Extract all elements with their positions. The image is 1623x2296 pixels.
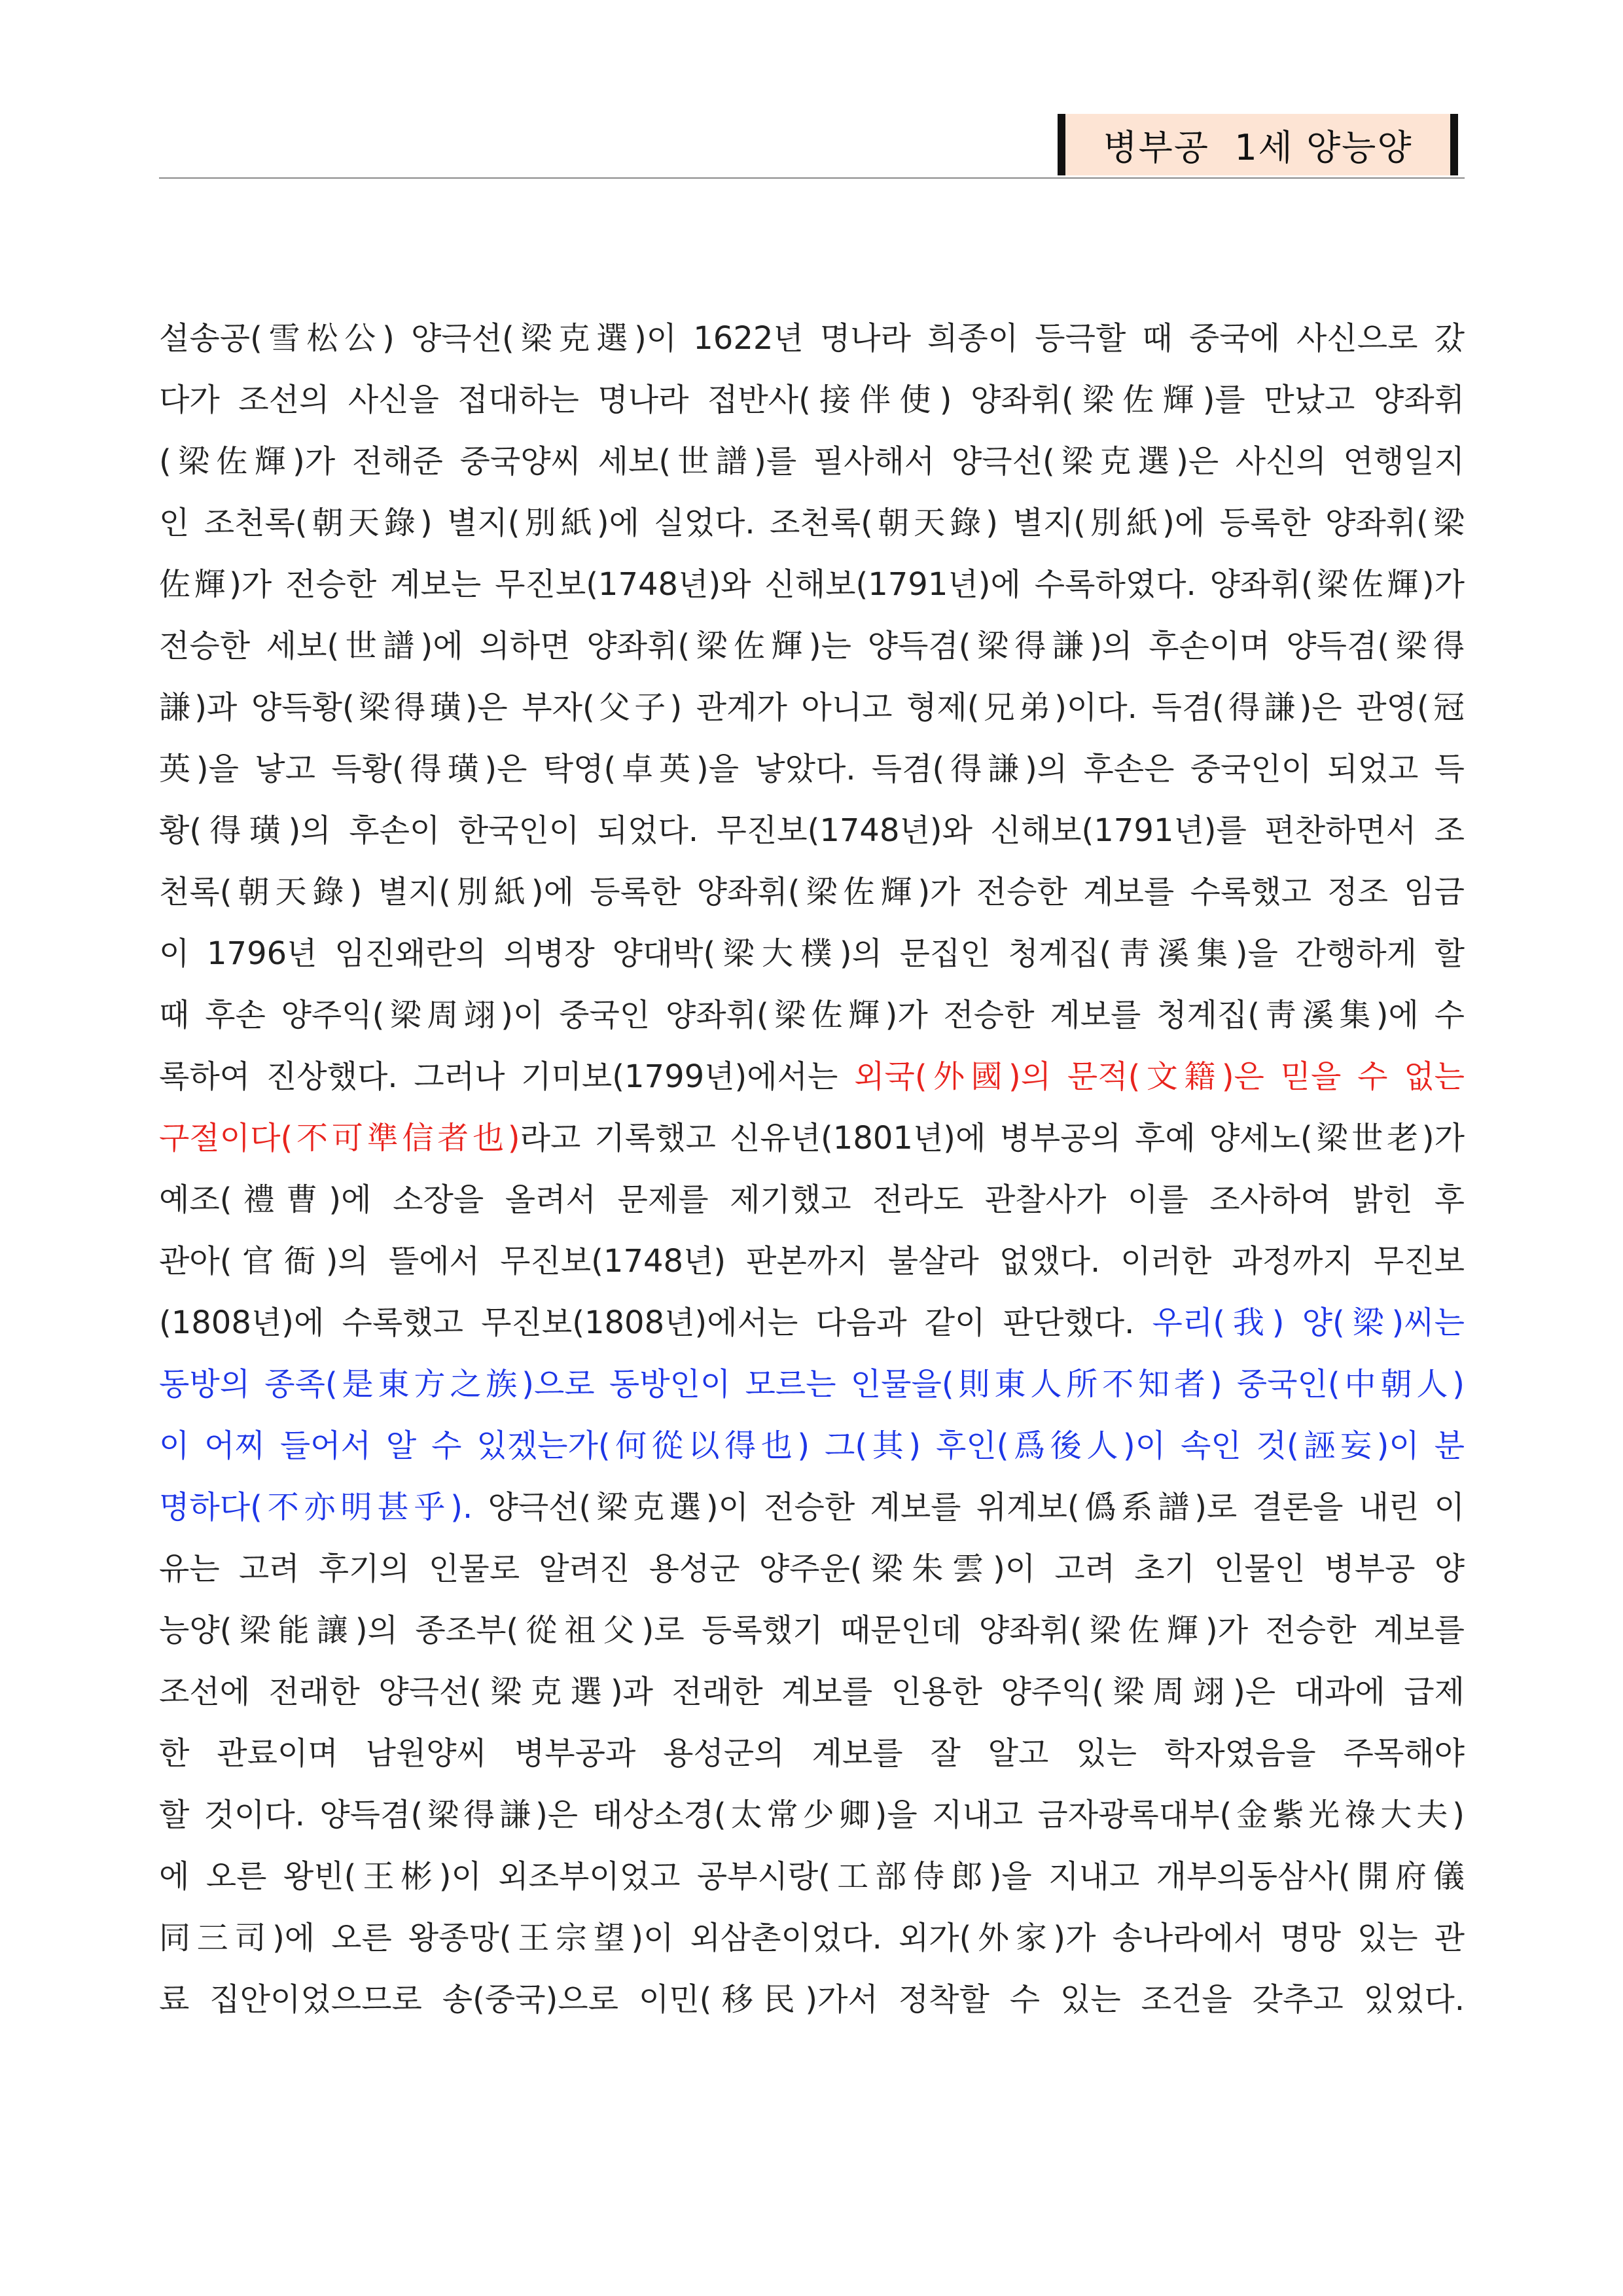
text-line	[159, 1169, 1465, 1230]
text-line	[159, 308, 1465, 369]
text-line	[159, 1415, 1465, 1477]
section-title: 병부공 1세 양능양	[1103, 126, 1413, 168]
text-segment: 전승한 세보(世譜)에 의하면 양좌휘(梁佐輝)는 양득겸(梁得謙)의 후손이며 양득겸(梁得	[159, 628, 1465, 664]
text-segment: 예조(禮曹)에 소장을 올려서 문제를 제기했고 전라도 관찰사가 이를 조사하여 밝힌 후	[159, 1181, 1465, 1218]
highlight-blue: 동방의 종족(是東方之族)으로 동방인이 모르는 인물을(則東人所不知者) 중국인(中朝人)	[159, 1366, 1465, 1403]
text-line	[159, 1907, 1465, 1969]
text-line	[159, 1230, 1465, 1292]
highlight-blue: 이 어찌 들어서 알 수 있겠는가(何從以得也) 그(其) 후인(爲後人)이 속인 것(誣妄)이 분	[159, 1427, 1465, 1464]
text-segment: 에 오른 왕빈(王彬)이 외조부이었고 공부시랑(工部侍郎)을 지내고 개부의동삼사(開府儀	[159, 1858, 1465, 1895]
text-segment: (梁佐輝)가 전해준 중국양씨 세보(世譜)를 필사해서 양극선(梁克選)은 사신의 연행일지	[159, 443, 1465, 480]
text-line	[159, 369, 1465, 431]
text-segment: 때 후손 양주익(梁周翊)이 중국인 양좌휘(梁佐輝)가 전승한 계보를 청계집(靑溪集)에 수	[159, 997, 1465, 1033]
text-line	[159, 1969, 1465, 2030]
text-segment: 천록(朝天錄) 별지(別紙)에 등록한 양좌휘(梁佐輝)가 전승한 계보를 수록했고 정조 임금	[159, 874, 1465, 910]
text-segment: 양극선(梁克選)이 전승한 계보를 위계보(僞系譜)로 결론을 내린 이	[473, 1489, 1465, 1526]
text-line	[159, 1292, 1465, 1354]
text-line	[159, 1784, 1465, 1846]
text-segment: 록하여 진상했다. 그러나 기미보(1799년)에서는	[159, 1058, 855, 1095]
highlight-red: 구절이다(不可準信者也)	[159, 1120, 520, 1157]
highlight-blue: 우리(我) 양(梁)씨는	[1152, 1304, 1465, 1341]
text-segment: 설송공(雪松公) 양극선(梁克選)이 1622년 명나라 희종이 등극할 때 중국에 사신으로 갔	[159, 320, 1465, 357]
text-line	[159, 677, 1465, 738]
text-segment: 同三司)에 오른 왕종망(王宗望)이 외삼촌이었다. 외가(外家)가 송나라에서 명망 있는 관	[159, 1920, 1465, 1956]
text-segment: (1808년)에 수록했고 무진보(1808년)에서는 다음과 같이 판단했다.	[159, 1304, 1152, 1341]
text-segment: 유는 고려 후기의 인물로 알려진 용성군 양주운(梁朱雲)이 고려 초기 인물인 병부공 양	[159, 1551, 1465, 1587]
text-line	[159, 1661, 1465, 1723]
text-segment: 라고 기록했고 신유년(1801년)에 병부공의 후예 양세노(梁世老)가	[520, 1120, 1465, 1157]
text-line	[159, 1600, 1465, 1661]
text-line	[159, 1107, 1465, 1169]
text-segment: 조선에 전래한 양극선(梁克選)과 전래한 계보를 인용한 양주익(梁周翊)은 대과에 급제	[159, 1674, 1465, 1710]
text-line	[159, 923, 1465, 984]
text-segment: 능양(梁能讓)의 종조부(從祖父)로 등록했기 때문인데 양좌휘(梁佐輝)가 전승한 계보를	[159, 1612, 1465, 1649]
text-line	[159, 861, 1465, 923]
text-line	[159, 800, 1465, 861]
text-segment: 관아(官衙)의 뜰에서 무진보(1748년) 판본까지 불살라 없앴다. 이러한 과정까지 무진보	[159, 1243, 1465, 1280]
text-segment: 료 집안이었으므로 송(중국)으로 이민(移民)가서 정착할 수 있는 조건을 갖추고 있었다.	[159, 1981, 1465, 2018]
text-segment: 英)을 낳고 득황(得璜)은 탁영(卓英)을 낳았다. 득겸(得謙)의 후손은 중국인이 되었고 득	[159, 751, 1465, 787]
text-line	[159, 554, 1465, 615]
text-line	[159, 1477, 1465, 1538]
text-segment: 한 관료이며 남원양씨 병부공과 용성군의 계보를 잘 알고 있는 학자였음을 주목해야	[159, 1735, 1465, 1772]
header-divider	[159, 177, 1465, 179]
text-line	[159, 1538, 1465, 1600]
text-segment: 인 조천록(朝天錄) 별지(別紙)에 실었다. 조천록(朝天錄) 별지(別紙)에 등록한 양좌휘(梁	[159, 505, 1465, 541]
text-line	[159, 738, 1465, 800]
text-segment: 謙)과 양득황(梁得璜)은 부자(父子) 관계가 아니고 형제(兄弟)이다. 득겸(得謙)은 관영(冠	[159, 689, 1465, 726]
highlight-red: 외국(外國)의 문적(文籍)은 믿을 수 없는	[854, 1058, 1465, 1095]
text-line	[159, 1354, 1465, 1415]
highlight-blue: 명하다(不亦明甚乎).	[159, 1489, 473, 1526]
text-segment: 황(得璜)의 후손이 한국인이 되었다. 무진보(1748년)와 신해보(1791년)를 편찬하면서 조	[159, 812, 1465, 849]
text-line	[159, 492, 1465, 554]
text-line	[159, 615, 1465, 677]
text-segment: 다가 조선의 사신을 접대하는 명나라 접반사(接伴使) 양좌휘(梁佐輝)를 만났고 양좌휘	[159, 382, 1465, 418]
text-line	[159, 1723, 1465, 1784]
text-segment: 할 것이다. 양득겸(梁得謙)은 태상소경(太常少卿)을 지내고 금자광록대부(金紫光祿大夫)	[159, 1797, 1465, 1833]
text-line	[159, 1046, 1465, 1107]
text-line	[159, 431, 1465, 492]
text-segment: 佐輝)가 전승한 계보는 무진보(1748년)와 신해보(1791년)에 수록하였다. 양좌휘(梁佐輝)가	[159, 566, 1465, 603]
text-line	[159, 1846, 1465, 1907]
text-line	[159, 984, 1465, 1046]
section-title-box	[1058, 114, 1458, 175]
body-text	[159, 308, 1465, 2030]
text-segment: 이 1796년 임진왜란의 의병장 양대박(梁大樸)의 문집인 청계집(靑溪集)을 간행하게 할	[159, 935, 1465, 972]
